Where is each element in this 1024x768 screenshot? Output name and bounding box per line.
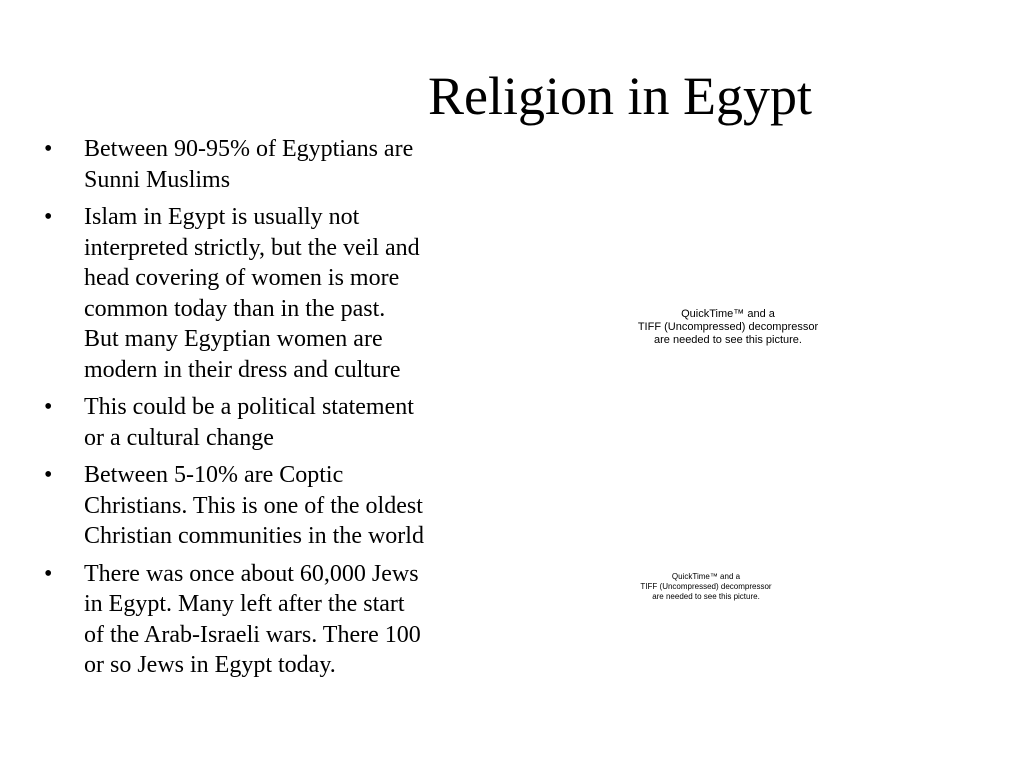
- bullet-line: of the Arab-Israeli wars. There 100: [84, 621, 421, 648]
- bullet-line: or a cultural change: [84, 424, 274, 451]
- bullet-item: [44, 202, 504, 385]
- bullet-marker: •: [44, 136, 53, 162]
- bullet-line: common today than in the past.: [84, 295, 386, 322]
- placeholder-line: QuickTime™ and a: [671, 572, 741, 581]
- bullet-item: [44, 460, 504, 552]
- bullet-line: Between 5-10% are Coptic: [84, 462, 344, 488]
- bullet-line: There was once about 60,000 Jews: [84, 560, 419, 587]
- bullet-list: [44, 134, 504, 688]
- bullet-line: head covering of women is more: [84, 265, 400, 291]
- bullet-line: This could be a political statement: [84, 394, 414, 420]
- bullet-line: interpreted strictly, but the veil and: [84, 234, 420, 261]
- bullet-item: [44, 559, 504, 681]
- quicktime-placeholder: [596, 572, 816, 602]
- bullet-marker: •: [44, 204, 53, 230]
- bullet-line: Islam in Egypt is usually not: [84, 204, 360, 230]
- bullet-marker: •: [44, 462, 53, 488]
- placeholder-line: TIFF (Uncompressed) decompressor: [640, 582, 772, 591]
- placeholder-line: are needed to see this picture.: [654, 334, 802, 346]
- placeholder-line: QuickTime™ and a: [681, 308, 775, 320]
- bullet-line: or so Jews in Egypt today.: [84, 652, 336, 678]
- bullet-line: Christians. This is one of the oldest: [84, 492, 423, 519]
- placeholder-line: are needed to see this picture.: [652, 592, 760, 601]
- bullet-line: Sunni Muslims: [84, 166, 231, 193]
- slide-title: Religion in Egypt: [428, 66, 812, 126]
- quicktime-placeholder: [578, 308, 878, 347]
- bullet-line: Christian communities in the world: [84, 523, 424, 549]
- bullet-item: [44, 392, 504, 453]
- bullet-line: Between 90-95% of Egyptians are: [84, 136, 414, 162]
- placeholder-line: TIFF (Uncompressed) decompressor: [637, 321, 819, 333]
- bullet-item: [44, 134, 504, 195]
- bullet-line: modern in their dress and culture: [84, 356, 401, 383]
- bullet-marker: •: [44, 560, 53, 587]
- bullet-line: But many Egyptian women are: [84, 326, 383, 352]
- bullet-marker: •: [44, 394, 53, 420]
- bullet-line: in Egypt. Many left after the start: [84, 591, 405, 617]
